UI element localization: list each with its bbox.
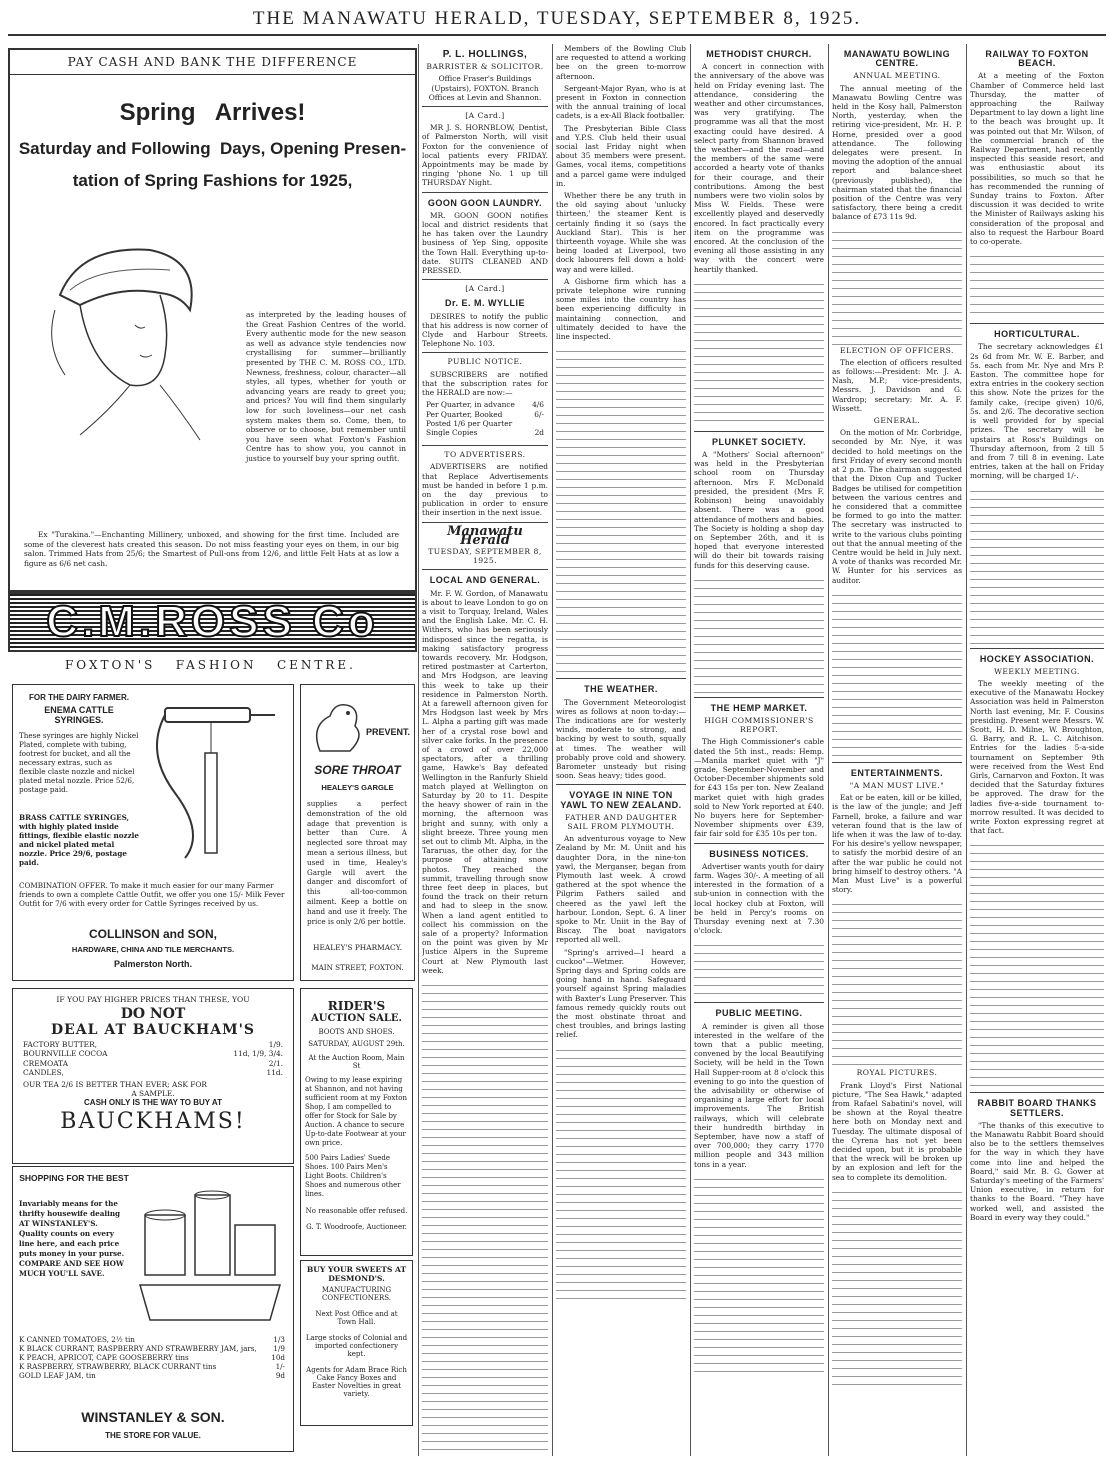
ross-footnote: Ex "Turakina."—Enchanting Millinery, unboxed, and showing for the first time. Included are some of the cleverest hats created this season. Do not miss feasting your eyes on them, in our big salon. Trimmed Hats from 25/6; the Smartest of Pull-ons from 12/6, and little Felt Hats at as low a figure as 6/6 net cash. bbox=[24, 530, 399, 568]
bauckham-items bbox=[13, 1038, 293, 1080]
syringe-illustration bbox=[145, 693, 285, 863]
item-name: K PEACH, APRICOT, CAPE GOOSEBERRY tins bbox=[19, 1353, 189, 1362]
winstanley-item bbox=[19, 1353, 285, 1362]
weather-heading: THE WEATHER. bbox=[584, 684, 658, 695]
ross-logo: C.M.ROSS Co bbox=[8, 592, 417, 652]
continued-text bbox=[970, 484, 1104, 644]
collinson-advertisement bbox=[12, 684, 294, 981]
riders-auctioneer: G. T. Woodroofe, Auctioneer. bbox=[306, 1223, 407, 1231]
plunket-heading: PLUNKET SOCIETY. bbox=[711, 436, 806, 447]
winstanley-title: SHOPPING FOR THE BEST bbox=[19, 1173, 129, 1183]
divider bbox=[970, 648, 1104, 649]
ross-headline-2: Saturday and Following Days, Opening Presen- bbox=[18, 139, 407, 158]
divider bbox=[832, 762, 962, 763]
desmond-body-2: Large stocks of Colonial and imported confectionery kept. bbox=[305, 1334, 408, 1358]
item-name: CREMOATA bbox=[23, 1058, 69, 1068]
divider bbox=[694, 1002, 824, 1003]
healey-body: supplies a perfect demonstration of the old adage that prevention is better than Cure. A neglected sore throat may mean a serious illness, but used in time, Healey's Gargle will avert the danger and discomfort of this all-too-common ailment. Keep a bottle on hand and use it freely. The price is only 2/6 per bottle. bbox=[307, 799, 407, 926]
continued-text bbox=[694, 573, 824, 693]
divider bbox=[970, 323, 1104, 324]
riders-sub: AUCTION SALE. bbox=[310, 1013, 402, 1024]
rate-label: Single Copies bbox=[426, 427, 478, 437]
bauckham-line-5: A SAMPLE. bbox=[131, 1088, 175, 1098]
riders-advertisement bbox=[300, 988, 413, 1256]
methodist-heading: METHODIST CHURCH. bbox=[706, 49, 812, 59]
winstanley-item bbox=[19, 1344, 285, 1353]
desmond-body-1: Next Post Office and at Town Hall. bbox=[315, 1310, 398, 1326]
divider bbox=[556, 784, 686, 785]
hemp-body: The High Commissioner's cable dated the 5th inst., reads: Hemp.—Manila market quiet with "J" grade, September-November and October-December shipments sold for £43 15s per ton. New Zealand market quiet with high grades sold to New York reported at £40. No buyers here for September-November shipments over £39, fair fair sold for £35 10s per ton. bbox=[694, 737, 824, 839]
ross-top-banner: PAY CASH AND BANK THE DIFFERENCE bbox=[10, 50, 415, 75]
divider bbox=[694, 697, 824, 698]
railway-heading: RAILWAY TO FOXTON BEACH. bbox=[985, 49, 1089, 69]
continued-text bbox=[970, 249, 1104, 319]
plunket-body: A "Mothers' Social afternoon" was held in the Presbyterian school room on Thursday afternoon. Mrs F. McDonald presided, the president (Mrs F. Robinson) being unavoidably absent. There was a good attendance of mothers and babies. The Society is holding a shop day on September 26th, and it is hoped that everyone interested will do their bit towards raising funds for this deserving cause. bbox=[694, 450, 824, 570]
winstanley-tag: THE STORE FOR VALUE. bbox=[105, 1431, 201, 1440]
hemp-heading: THE HEMP MARKET. bbox=[710, 702, 808, 713]
continued-text bbox=[694, 277, 824, 427]
continued-text bbox=[694, 1172, 824, 1372]
weather-body: The Government Meteorologist wires as follows at noon to-day:—The indications are for westerly winds, moderate to strong, and backing by west to south, squally at times. The weather will probably prove cold and showery. Barometer unsteady but rising soon. Seas heavy; tides good. bbox=[556, 697, 686, 781]
rate-row bbox=[426, 410, 544, 419]
winstanley-body: Invariably means for the thrifty housewife dealing AT WINSTANLEY'S. Quality counts on every line here, and each price puts money in your purse. COMPARE AND SEE HOW MUCH YOU'LL SAVE. bbox=[19, 1199, 125, 1278]
bauckham-item bbox=[23, 1059, 283, 1068]
winstanley-advertisement bbox=[12, 1166, 294, 1452]
column-rule bbox=[418, 44, 419, 1456]
column-6 bbox=[970, 44, 1104, 1456]
hockey-heading: HOCKEY ASSOCIATION. bbox=[979, 653, 1095, 664]
gisborne-note: A Gisborne firm which has a private telephone wire running some miles into the country has been experiencing difficulty in maintaining connection, and ultimately decided to have the line inspected. bbox=[556, 276, 686, 342]
divider bbox=[970, 1092, 1104, 1093]
bible-class-note: The Presbyterian Bible Class and Y.P.S. Club held their usual social last Friday night when about 35 members were present. Games, vocal items, competitions and a parcel game were indulged in. bbox=[556, 123, 686, 188]
ross-headline-3: tation of Spring Fashions for 1925, bbox=[72, 171, 353, 190]
column-3 bbox=[556, 44, 686, 1456]
item-name: GOLD LEAF JAM, tin bbox=[19, 1371, 96, 1380]
rooster-illustration bbox=[305, 691, 375, 761]
bauckham-item bbox=[23, 1068, 283, 1077]
continued-text bbox=[556, 1043, 686, 1303]
advertisers-heading: TO ADVERTISERS. bbox=[444, 450, 526, 460]
bowling-centre-subheading: ANNUAL MEETING. bbox=[853, 71, 941, 81]
collinson-body-3: COMBINATION OFFER. To make it much easier for our many Farmer friends to own a complete Cattle Outfit, we offer you one 15/- Milk Fever Outfit for 7/6 with every order for Cattle Syringes received by us. bbox=[19, 881, 285, 908]
goon-goon-body: MR. GOON GOON notifies local and district residents that he has taken over the Laundry business of Yep Sing, opposite the Town Hall. Everything up-to-date. SUITS CLEANED AND PRESSED. bbox=[422, 210, 548, 276]
item-name: K RASPBERRY, STRAWBERRY, BLACK CURRANT tins bbox=[19, 1362, 217, 1371]
entertainments-body: Eat or be eaten, kill or be killed, is the law of the jungle; and Jeff Farnell, broke, a failure and war veteran found that is the law of life when it was the law of to-day. For his desire's yellow newspaper, to satisfy the morbid desire of an after the war public he could not bring himself to destroy others. "A Man Must Live" is a powerful story. bbox=[832, 793, 962, 895]
card-label: [A Card.] bbox=[465, 284, 505, 294]
ross-advertisement bbox=[8, 48, 417, 592]
public-meeting-heading: PUBLIC MEETING. bbox=[715, 1008, 803, 1019]
rate-price: 6/- bbox=[534, 409, 544, 419]
divider bbox=[422, 445, 548, 446]
bauckham-line-6: CASH ONLY IS THE WAY TO BUY AT bbox=[84, 1097, 222, 1107]
riders-items: 500 Pairs Ladies' Suede Shoes. 100 Pairs Men's Light Boots. Children's Shoes and numerous other lines. bbox=[305, 1154, 401, 1198]
bauckham-item bbox=[23, 1049, 283, 1058]
spring-note: "Spring's arrived—I heard a cuckoo"—Wetmer. However, Spring days and Spring colds are going hand in hand. Safeguard yourself against Spring maladies with Baxter's Lung Preserver. This famous remedy quickly routs out the most obstinate throat and chest troubles, and brings lasting relief. bbox=[556, 947, 686, 1040]
item-name: K CANNED TOMATOES, 2½ tin bbox=[19, 1335, 135, 1344]
item-price: 1/- bbox=[275, 1362, 285, 1371]
healey-advertisement bbox=[300, 684, 415, 981]
divider bbox=[694, 843, 824, 844]
continued-text bbox=[832, 897, 962, 1067]
item-name: CANDLES, bbox=[23, 1068, 64, 1078]
winstanley-item bbox=[19, 1371, 285, 1380]
continued-text bbox=[832, 588, 962, 758]
divider bbox=[422, 279, 548, 280]
general-body: On the motion of Mr. Corbridge, seconded by Mr. Nye, it was decided to hold meetings on the first Friday of every second month at 2 p.m. The chairman suggested that the Dixon Cup and Tucker Badges be utilised for competition between the various centres and he considered that a committee be formed to go into the matter. The secretary was instructed to write to the various clubs pointing out that the annual meeting of the Centre would be held in July next. A vote of thanks was recorded Mr. W. Hunter for his services as auditor. bbox=[832, 428, 962, 585]
sergeant-note: Sergeant-Major Ryan, who is at present in Foxton in connection with the annual training of local cadets, is a ex-All Black footballer. bbox=[556, 83, 686, 121]
riders-note: No reasonable offer refused. bbox=[305, 1207, 408, 1215]
continued-text bbox=[422, 978, 548, 1456]
public-notice-heading: PUBLIC NOTICE. bbox=[447, 357, 523, 367]
methodist-body: A concert in connection with the anniversary of the above was held on Friday evening last. The attendance, considering the weather and other circumstances, was very gratifying. The programme was all that the most exacting could have desired. A select party from Shannon braved the weather—and the road—and the members of the same were accorded a hearty vote of thanks for their courage, and their contributions. Among the best numbers were two violin solos by Miss W. Fields. These were excellently played and deservedly encored. In fact practically every item on the programme was encored. At the conclusion of the evening all those assisting in any way with the concert were heartily thanked. bbox=[694, 62, 824, 274]
royal-pictures-body: Frank Lloyd's First National picture, "The Sea Hawk," adapted from Rafael Sabatini's novel, will be shown at the Royal theatre here both on Monday next and Tuesday. The ultimate disposal of the Cyrena has not yet been decided upon, but it is probable that the wreck will be broken up by an explosion and left for the sea to complete its demolition. bbox=[832, 1080, 962, 1182]
rate-label: Posted 1/6 per Quarter bbox=[426, 418, 513, 428]
divider bbox=[556, 678, 686, 679]
divider bbox=[422, 192, 548, 193]
public-meeting-body: A reminder is given all those interested in the welfare of the town that a public meeting, convened by the local Beautifying Society, will be held in the Town Hall Supper-room at 8 o'clock this evening to go into the question of the advisability or otherwise of organising a large effort for local improvements. The British railways, which will celebrate their hundredth birthday in September, have now a staff of over 700,000; they carry 1770 million people and 343 million tons in a year. bbox=[694, 1021, 824, 1169]
column-5 bbox=[832, 44, 962, 1456]
continued-text bbox=[556, 344, 686, 674]
riders-place: At the Auction Room, Main St bbox=[308, 1054, 405, 1070]
continued-text bbox=[832, 1185, 962, 1385]
rate-row bbox=[426, 419, 544, 428]
collinson-name: COLLINSON and SON, bbox=[88, 927, 217, 941]
item-price: 11d. bbox=[266, 1068, 283, 1078]
riders-date: SATURDAY, AUGUST 29th. bbox=[308, 1040, 405, 1048]
column-rule bbox=[690, 44, 691, 1456]
bowling-centre-body: The annual meeting of the Manawatu Bowling Centre was held in the Kosy hall, Palmerston North, yesterday, when the retiring vice-president, Mr. H. P. Horne, presided over a good attendance. The following delegates were present. In moving the adoption of the annual report and balance-sheet (previously published), the chairman stated that the financial position of the Centre was very satisfactory, there being a credit balance of £73 11s 9d. bbox=[832, 83, 962, 222]
lady-in-hat-illustration bbox=[40, 235, 210, 445]
goon-goon-heading: GOON GOON LAUNDRY. bbox=[427, 197, 543, 208]
collinson-title-2: ENEMA CATTLE SYRINGES. bbox=[44, 705, 114, 725]
divider bbox=[694, 431, 824, 432]
healey-name: HEALEY'S PHARMACY. bbox=[313, 943, 402, 952]
newspaper-page bbox=[8, 4, 1106, 1464]
bauckham-logo: BAUCKHAMS! bbox=[60, 1108, 246, 1134]
continued-text bbox=[832, 225, 962, 345]
voyage-heading: VOYAGE IN NINE TON YAWL TO NEW ZEALAND. bbox=[560, 790, 682, 810]
election-body: The election of officers resulted as follows:—President: Mr. J. A. Nash, M.P.; vice-presidents, Messrs. J. Davidson and G. Wardrop; secretary: Mr. A. F. Wissett. bbox=[832, 357, 962, 413]
voyage-body: An adventurous voyage to New Zealand by Mr. M. Uniit and his daughter Dora, in the nine-ton yawl, the Merganser, began from Plymouth last week. A crowd gathered at the spot whence the Pilgrim Fathers sailed and cheered as the yawl left the harbour. London, Sept. 6. A liner spoke to Mr. Uniit in the Bay of Biscay. The boat navigators reported all well. bbox=[556, 834, 686, 945]
election-heading: ELECTION OF OFFICERS. bbox=[840, 345, 954, 355]
masthead: THE MANAWATU HERALD, TUESDAY, SEPTEMBER 8, 1925. bbox=[8, 4, 1106, 36]
item-price: 1/3 bbox=[273, 1335, 285, 1344]
rate-row bbox=[426, 428, 544, 437]
entertainments-heading: ENTERTAINMENTS. bbox=[850, 767, 944, 778]
bauckham-line-4: OUR TEA 2/6 IS BETTER THAN EVER; ASK FOR bbox=[23, 1079, 208, 1089]
rate-label: Per Quarter, Booked bbox=[426, 409, 503, 419]
horticultural-body: The secretary acknowledges £1 2s 6d from Mr. W. E. Barber, and 5s. each from Mr. Nye and Mrs P. Easton. The committee hope for extra entries in the cookery section this show. Note the prizes for the family cake, (recipe given) 10/6, 5s. and 2/6. The decorative section is well provided for by special prizes. The secretary will be upstairs at Ross's Buildings on Thursday afternoon, from 2 till 5 and from 7 till 8 in evening. Late entries, taken at the hall on Friday morning, will be charged 1/-. bbox=[970, 342, 1104, 481]
royal-pictures-heading: ROYAL PICTURES. bbox=[856, 1068, 938, 1078]
bauckham-advertisement bbox=[12, 988, 294, 1164]
rate-label: Per Quarter, in advance bbox=[426, 400, 515, 410]
business-heading: BUSINESS NOTICES. bbox=[709, 848, 809, 859]
bowling-centre-heading: MANAWATU BOWLING CENTRE. bbox=[843, 49, 951, 69]
hollings-title: BARRISTER & SOLICITOR. bbox=[426, 62, 544, 72]
hockey-body: The weekly meeting of the executive of the Manawatu Hockey Association was held in Palmerston North last evening, Mr. F. Cousins presiding. Present were Messrs. W. Scott, H. D. Milne, W. Broughton, G. Barry, and R. L. C. Aitchison. Entries for the ladies 5-a-side tournament on September 9th were received from the West End Girls, Carnarvon and Foxton. It was decided that the Saturday fixtures be approved. The draw for the ladies five-a-side tournament to-morrow resulted. It was decided to write Foxton expressing regret at that fact. bbox=[970, 678, 1104, 836]
general-heading: GENERAL. bbox=[873, 416, 921, 426]
healey-address: MAIN STREET, FOXTON. bbox=[311, 963, 404, 972]
divider bbox=[422, 352, 548, 353]
local-general-heading: LOCAL AND GENERAL. bbox=[429, 575, 541, 586]
wyllie-body: DESIRES to notify the public that his address is now corner of Clyde and Harbour Streets. Telephone No. 103. bbox=[422, 311, 548, 349]
winstanley-name: WINSTANLEY & SON. bbox=[81, 1409, 225, 1425]
riders-body: Owing to my lease expiring at Shannon, and not having sufficient room at my Foxton Shop, I am compelled to offer for Stock for Sale by Auction. A chance to secure Up-to-date Footwear at your own price. bbox=[305, 1076, 407, 1147]
hollings-body: Office Fraser's Buildings (Upstairs), FOXTON. Branch Offices at Levin and Shannon. bbox=[428, 74, 542, 102]
card-label: [A Card.] bbox=[465, 111, 505, 121]
item-price: 9d bbox=[275, 1371, 285, 1380]
item-name: FACTORY BUTTER, bbox=[23, 1040, 97, 1049]
voyage-subheading: FATHER AND DAUGHTER SAIL FROM PLYMOUTH. bbox=[564, 812, 678, 831]
ross-headline-1: Spring Arrives! bbox=[119, 99, 306, 126]
column-rule bbox=[552, 44, 553, 1456]
continued-text bbox=[970, 838, 1104, 1088]
hollings-name: P. L. HOLLINGS, bbox=[442, 49, 528, 60]
railway-body: At a meeting of the Foxton Chamber of Commerce held last Thursday, the matter of approaching the Railway Department to lay down a light line to the beach was brought up. It was pointed out that Mr. Wilson, of the commercial branch of the Railway Department, had recently inspected this seaside resort, and was enthusiastic about its possibilities, so much so that he has recommended the running of Sunday trains to Foxton. After discussion it was decided to write the Minister of Railways asking his consideration of the proposal and also to request the Harbour Board to co-operate. bbox=[970, 71, 1104, 247]
collinson-trade: HARDWARE, CHINA AND TILE MERCHANTS. bbox=[71, 945, 235, 954]
desmond-sub: MANUFACTURING CONFECTIONERS. bbox=[321, 1286, 392, 1302]
rate-price: 2d bbox=[534, 427, 544, 437]
divider bbox=[422, 522, 548, 523]
ross-tagline: FOXTON'S FASHION CENTRE. bbox=[64, 658, 356, 672]
ross-body-text: as interpreted by the leading houses of the Great Fashion Centres of the world. Every authentic mode for the new season as well as advance style tendencies now crystallising for summer—brilliantly presented by THE C. M. ROSS CO., LTD. Newness, freshness, colour, character—all styles, all types, whether for youth or advancing years are ready to greet you; and prices? You will find them singularly low for such loveliness—our net cash system makes them so. Come, then, to observe or to choose, but remember until you have seen what Foxton's Fashion Centre has to show you, you cannot in justice to yourself buy your spring outfit. bbox=[246, 310, 406, 463]
advertisers-body: ADVERTISERS are notified that Replace Advertisements must be handed in before 1 p.m. on the day previous to publication in order to ensure their insertion in the next issue. bbox=[422, 462, 548, 518]
collinson-title-1: FOR THE DAIRY FARMER. bbox=[28, 693, 129, 702]
column-2 bbox=[422, 44, 548, 1456]
item-price: 1/9. bbox=[268, 1040, 283, 1049]
rates-list bbox=[422, 400, 548, 441]
steamer-note: Whether there be any truth in the old saying about 'unlucky thirteen,' the steamer Kent is certainly finding it so (says the Auckland Star). This is her thirteenth voyage. While she was being loaded at Liverpool, two dock labourers fell down a hold-way and were killed. bbox=[556, 191, 686, 274]
bowling-note: Members of the Bowling Club are requested to attend a working bee on the green to-morrow afternoon. bbox=[556, 44, 686, 81]
public-notice-body: SUBSCRIBERS are notified that the subscription rates for the HERALD are now:— bbox=[422, 369, 548, 398]
riders-title: RIDER'S bbox=[327, 999, 386, 1013]
wyllie-name: Dr. E. M. WYLLIE bbox=[444, 298, 525, 309]
rabbit-board-heading: RABBIT BOARD THANKS SETTLERS. bbox=[977, 1098, 1097, 1118]
hornblow-card: MR J. S. HORNBLOW, Dentist, of Palmerston North, will visit Foxton for the convenience of local patients every FRIDAY. Appointments may be made by ringing 'phone No. 1 up till THURSDAY Night. bbox=[422, 123, 548, 188]
paper-date: TUESDAY, SEPTEMBER 8, 1925. bbox=[428, 546, 542, 566]
bauckham-line-1: IF YOU PAY HIGHER PRICES THAN THESE, YOU bbox=[56, 995, 250, 1004]
divider bbox=[422, 569, 548, 570]
horticultural-heading: HORTICULTURAL. bbox=[994, 329, 1080, 340]
local-general-body: Mr. F. W. Gordon, of Manawatu is about to leave London to go on a visit to Torquay, Ireland, Wales and the English Lake. Mr. C. H. Withers, who has been seriously indisposed since the regatta, is making satisfactory progress towards recovery. Mr. Hodgson, retired postmaster at Carterton, and Mrs Hodgson, are leaving this week to take up their residence in Palmerston North. At a farewell afternoon given for Mrs Hodgson last week by Mrs L. Alpha a parting gift was made her of a crystal rose bowl and silver cake forks. In the presence of a crowd of over 22,000 spectators, after a thrilling game, Hawke's Bay defeated Wellington in the Ranfurly Shield match played at Wellington on Saturday by 20 to 11. Despite the heavy shower of rain in the morning, the afternoon was bright and sunny, with only a slight breeze. Three young men set out to climb Mt. Alpha, in the Tararuas, the other day, for the purpose of attaining snow photos. They reached the summit, travelling through snow three feet deep in places, but found the track on their return and had to sleep in the snow. When a land agent entitled to collect his commission on the sale of a property? Information on the point was given by Mr Justice Alpers in the Supreme Court at New Plymouth last week. bbox=[422, 588, 548, 975]
column-rule bbox=[828, 44, 829, 1456]
item-price: 1/9 bbox=[273, 1344, 285, 1353]
collinson-body-1: These syringes are highly Nickel Plated, complete with tubing, footrest for bucket, and all the necessary extras, such as flexible claste nozzle and nickel plated metal nozzle. Price 52/6, postage paid. bbox=[19, 731, 139, 794]
winstanley-items bbox=[19, 1335, 285, 1380]
grocery-tins-illustration bbox=[135, 1175, 285, 1325]
bauckham-item bbox=[23, 1040, 283, 1049]
winstanley-item bbox=[19, 1362, 285, 1371]
healey-prevent: PREVENT. bbox=[365, 727, 410, 737]
divider bbox=[422, 106, 548, 107]
bauckham-deal: DEAL AT BAUCKHAM'S bbox=[51, 1022, 255, 1038]
desmond-advertisement bbox=[300, 1260, 413, 1426]
item-price: 10d bbox=[271, 1353, 285, 1362]
entertainments-subheading: "A MAN MUST LIVE." bbox=[849, 780, 945, 790]
healey-product: HEALEY'S GARGLE bbox=[321, 783, 394, 792]
rate-row bbox=[426, 400, 544, 409]
hemp-subheading: HIGH COMMISSIONER'S REPORT. bbox=[704, 715, 814, 735]
item-name: K BLACK CURRANT, RASPBERRY AND STRAWBERRY JAM, jars, bbox=[19, 1344, 257, 1353]
continued-text bbox=[694, 938, 824, 998]
item-name: BOURNVILLE COCOA bbox=[23, 1049, 108, 1059]
desmond-title: BUY YOUR SWEETS AT DESMOND'S. bbox=[306, 1265, 407, 1283]
bauckham-do-not: DO NOT bbox=[120, 1006, 186, 1022]
paper-nameplate: Manawatu Herald bbox=[447, 523, 523, 548]
item-price: 2/1. bbox=[268, 1058, 283, 1068]
column-4 bbox=[694, 44, 824, 1456]
healey-sore-throat: SORE THROAT bbox=[314, 763, 401, 777]
rabbit-board-body: "The thanks of this executive to the Manawatu Rabbit Board should also be to the settlers themselves for the way in which they have come into line and helped the Board," said Mr. B. G. Gower at Saturday's meeting of the Farmers' Union executive, in return for thanks to the Board. "They have worked well, and assisted the Board in every way they could." bbox=[970, 1120, 1104, 1222]
item-price: 11d, 1/9, 3/4. bbox=[233, 1049, 283, 1059]
collinson-town: Palmerston North. bbox=[113, 959, 192, 969]
rate-price: 4/6 bbox=[532, 400, 544, 410]
hockey-subheading: WEEKLY MEETING. bbox=[994, 666, 1080, 676]
winstanley-item bbox=[19, 1335, 285, 1344]
column-rule bbox=[966, 44, 967, 1456]
business-body: Advertiser wants youth for dairy farm. Wages 30/-. A meeting of all interested in the formation of a sub-union in connection with the local hockey club at Foxton, will be held in Percy's rooms on Thursday evening next at 7.30 o'clock. bbox=[694, 861, 824, 936]
riders-sub2: BOOTS AND SHOES. bbox=[318, 1028, 395, 1036]
desmond-body-3: Agents for Adam Brace Rich Cake Fancy Boxes and Easter Novelties in great variety. bbox=[306, 1366, 407, 1398]
collinson-body-2: BRASS CATTLE SYRINGES, with highly plated inside fittings, flexible elastic nozzle and nickel plated metal nozzle. Price 29/6, postage paid. bbox=[19, 813, 139, 867]
